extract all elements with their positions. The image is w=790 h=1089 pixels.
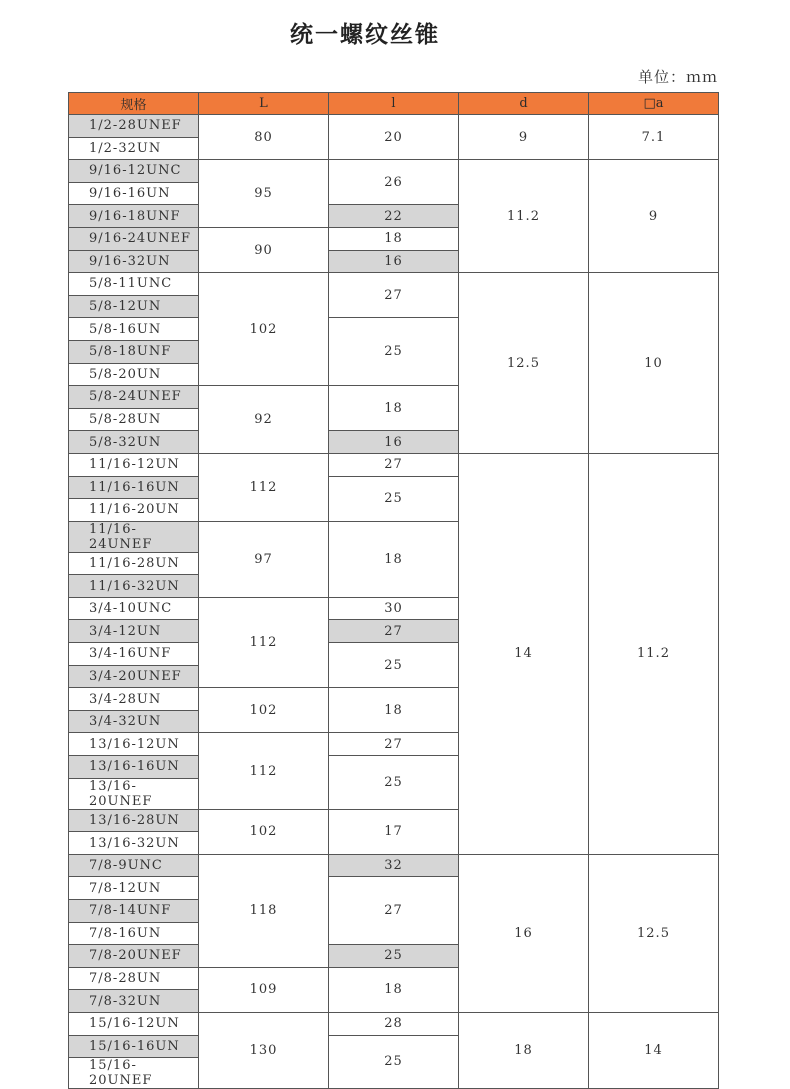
spec-cell: 5/8-18UNF (69, 340, 199, 363)
spec-cell: 5/8-11UNC (69, 273, 199, 296)
table-row (69, 854, 719, 877)
length-l-cell: 18 (329, 521, 459, 597)
spec-cell: 9/16-18UNF (69, 205, 199, 228)
length-L-cell: 95 (199, 160, 329, 228)
length-L-cell: 130 (199, 1012, 329, 1088)
spec-cell: 13/16-28UN (69, 809, 199, 832)
header-l: l (329, 93, 459, 115)
spec-cell: 7/8-14UNF (69, 900, 199, 923)
length-L-cell: 80 (199, 115, 329, 160)
spec-cell: 15/16-16UN (69, 1035, 199, 1058)
spec-cell: 3/4-32UN (69, 710, 199, 733)
length-L-cell: 102 (199, 273, 329, 386)
square-a-cell: 10 (589, 273, 719, 454)
length-L-cell: 118 (199, 854, 329, 967)
length-l-cell: 25 (329, 756, 459, 810)
header-a: □a (589, 93, 719, 115)
spec-cell: 3/4-16UNF (69, 643, 199, 666)
spec-cell: 7/8-12UN (69, 877, 199, 900)
diameter-d-cell: 9 (459, 115, 589, 160)
table-body (69, 115, 719, 1089)
spec-cell: 11/16-12UN (69, 453, 199, 476)
spec-cell: 7/8-20UNEF (69, 945, 199, 968)
length-l-cell: 27 (329, 877, 459, 945)
spec-cell: 11/16-32UN (69, 575, 199, 598)
length-l-cell: 26 (329, 160, 459, 205)
spec-cell: 3/4-10UNC (69, 597, 199, 620)
spec-cell: 11/16-16UN (69, 476, 199, 499)
length-l-cell: 17 (329, 809, 459, 854)
length-l-cell: 25 (329, 643, 459, 688)
spec-cell: 11/16-28UN (69, 552, 199, 575)
spec-cell: 3/4-28UN (69, 688, 199, 711)
length-L-cell: 92 (199, 386, 329, 454)
length-l-cell: 18 (329, 386, 459, 431)
spec-cell: 7/8-32UN (69, 990, 199, 1013)
length-L-cell: 102 (199, 809, 329, 854)
spec-cell: 5/8-24UNEF (69, 386, 199, 409)
length-L-cell: 112 (199, 597, 329, 687)
spec-cell: 7/8-9UNC (69, 854, 199, 877)
square-a-cell: 9 (589, 160, 719, 273)
spec-table (68, 92, 719, 1089)
spec-cell: 7/8-28UN (69, 967, 199, 990)
spec-cell: 9/16-24UNEF (69, 227, 199, 250)
table-row (69, 453, 719, 476)
length-l-cell: 22 (329, 205, 459, 228)
length-l-cell: 27 (329, 273, 459, 318)
length-l-cell: 25 (329, 1035, 459, 1089)
spec-cell: 5/8-28UN (69, 408, 199, 431)
diameter-d-cell: 16 (459, 854, 589, 1012)
spec-cell: 9/16-16UN (69, 182, 199, 205)
length-L-cell: 90 (199, 227, 329, 272)
spec-cell: 13/16-20UNEF (69, 778, 199, 809)
spec-cell: 15/16-12UN (69, 1012, 199, 1035)
length-l-cell: 27 (329, 733, 459, 756)
length-l-cell: 16 (329, 250, 459, 273)
length-l-cell: 30 (329, 597, 459, 620)
length-l-cell: 25 (329, 318, 459, 386)
length-l-cell: 32 (329, 854, 459, 877)
spec-cell: 5/8-32UN (69, 431, 199, 454)
spec-cell: 5/8-20UN (69, 363, 199, 386)
square-a-cell: 14 (589, 1012, 719, 1088)
square-a-cell: 12.5 (589, 854, 719, 1012)
length-l-cell: 18 (329, 967, 459, 1012)
length-l-cell: 18 (329, 227, 459, 250)
spec-cell: 3/4-20UNEF (69, 665, 199, 688)
length-L-cell: 97 (199, 521, 329, 597)
diameter-d-cell: 11.2 (459, 160, 589, 273)
table-row (69, 1012, 719, 1035)
header-d: d (459, 93, 589, 115)
header-row (69, 93, 719, 115)
length-L-cell: 112 (199, 453, 329, 521)
spec-cell: 5/8-16UN (69, 318, 199, 341)
length-l-cell: 18 (329, 688, 459, 733)
diameter-d-cell: 14 (459, 453, 589, 854)
spec-cell: 13/16-16UN (69, 756, 199, 779)
spec-cell: 9/16-12UNC (69, 160, 199, 183)
length-l-cell: 16 (329, 431, 459, 454)
table-row (69, 115, 719, 138)
table-row (69, 273, 719, 296)
diameter-d-cell: 18 (459, 1012, 589, 1088)
length-l-cell: 25 (329, 945, 459, 968)
spec-cell: 7/8-16UN (69, 922, 199, 945)
header-L: L (199, 93, 329, 115)
spec-cell: 9/16-32UN (69, 250, 199, 273)
square-a-cell: 7.1 (589, 115, 719, 160)
spec-cell: 11/16-20UN (69, 499, 199, 522)
page-title: 统一螺纹丝锥 (290, 22, 440, 48)
length-l-cell: 25 (329, 476, 459, 521)
square-a-cell: 11.2 (589, 453, 719, 854)
length-l-cell: 27 (329, 620, 459, 643)
spec-cell: 15/16-20UNEF (69, 1058, 199, 1089)
spec-cell: 1/2-28UNEF (69, 115, 199, 138)
spec-cell: 1/2-32UN (69, 137, 199, 160)
header-spec: 规格 (69, 93, 199, 115)
length-L-cell: 109 (199, 967, 329, 1012)
spec-cell: 5/8-12UN (69, 295, 199, 318)
spec-cell: 13/16-12UN (69, 733, 199, 756)
length-L-cell: 102 (199, 688, 329, 733)
length-l-cell: 28 (329, 1012, 459, 1035)
length-L-cell: 112 (199, 733, 329, 809)
spec-cell: 3/4-12UN (69, 620, 199, 643)
length-l-cell: 27 (329, 453, 459, 476)
diameter-d-cell: 12.5 (459, 273, 589, 454)
unit-label: 单位：ｍｍ (637, 68, 718, 86)
length-l-cell: 20 (329, 115, 459, 160)
spec-cell: 13/16-32UN (69, 832, 199, 855)
spec-cell: 11/16-24UNEF (69, 521, 199, 552)
table-row (69, 160, 719, 183)
